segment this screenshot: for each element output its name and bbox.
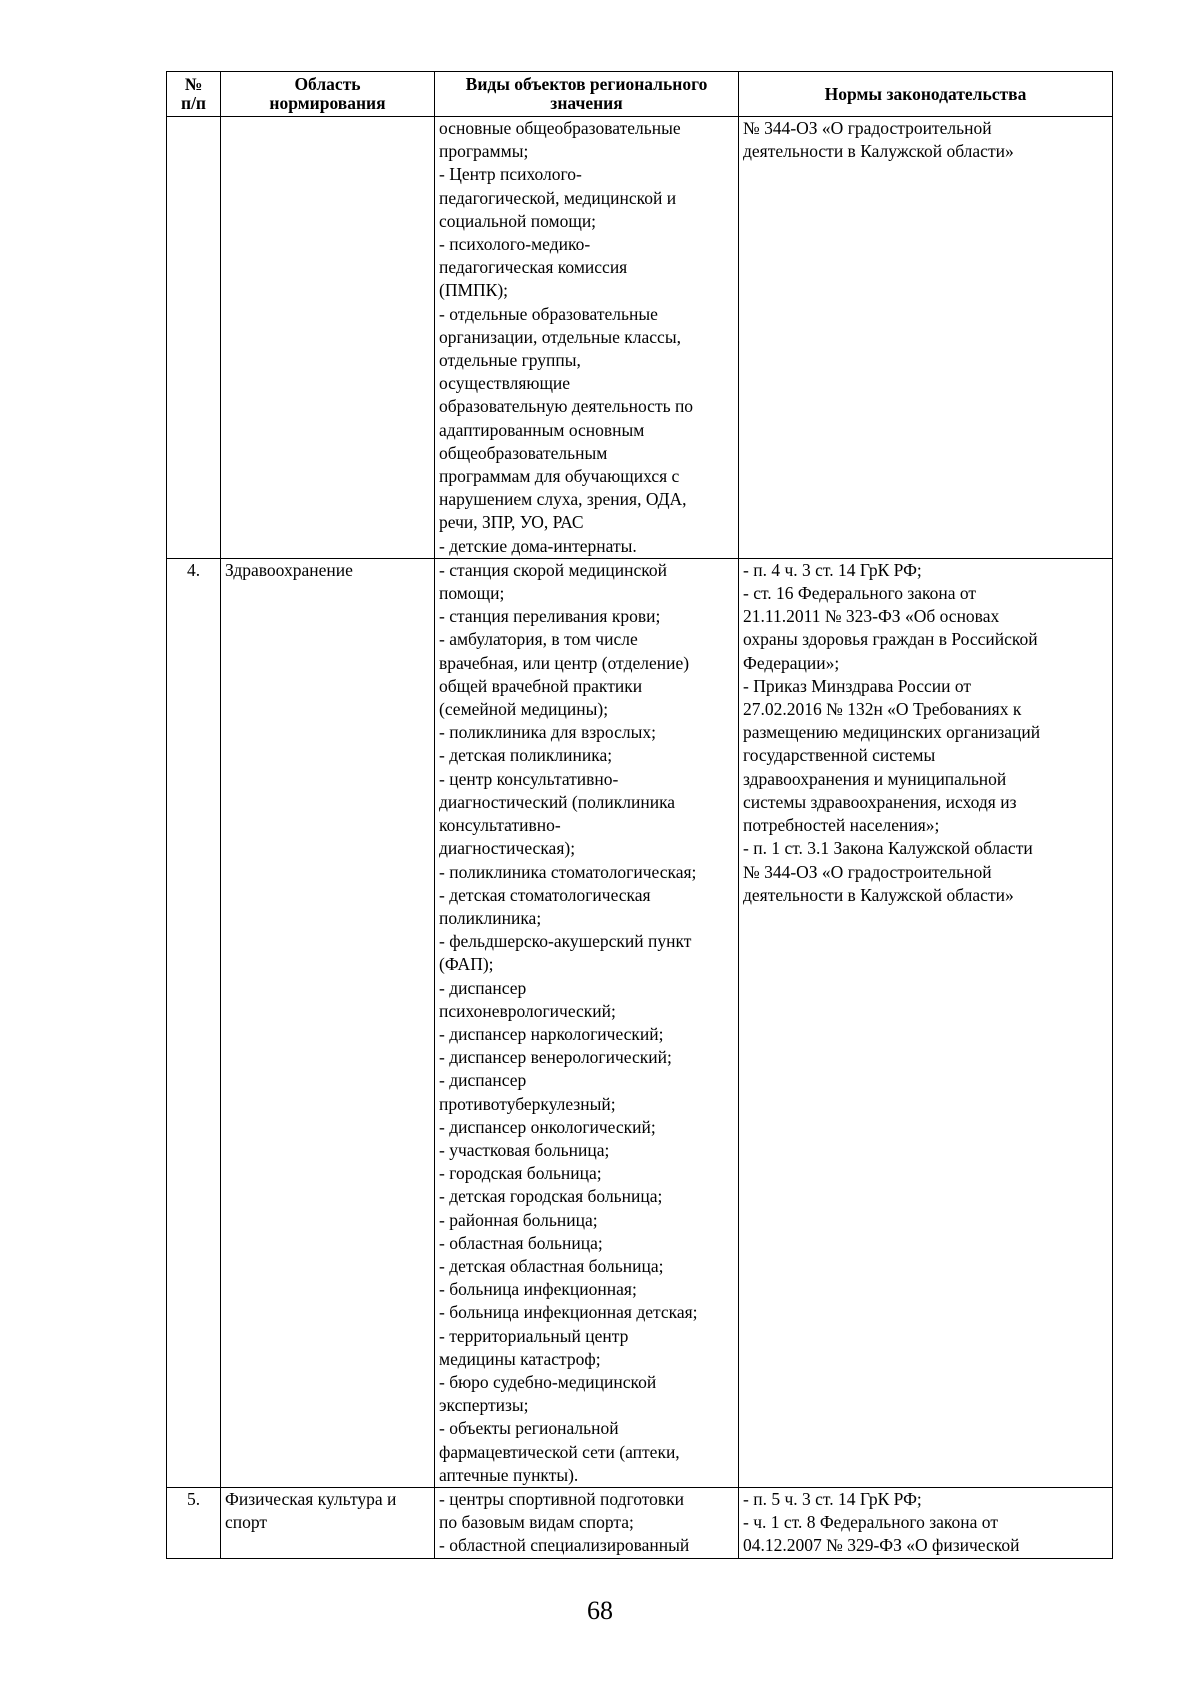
- text-line: деятельности в Калужской области»: [743, 141, 1014, 162]
- text-line: - отдельные образовательные: [439, 303, 658, 324]
- text-line: (семейной медицины);: [439, 699, 609, 720]
- text-line: - диспансер наркологический;: [439, 1023, 664, 1044]
- text-line: - диспансер онкологический;: [439, 1116, 656, 1137]
- text-line: педагогической, медицинской и: [439, 187, 677, 208]
- text-line: осуществляющие: [439, 373, 571, 394]
- text-line: общеобразовательным: [439, 442, 608, 463]
- table-header-row: [167, 72, 1113, 117]
- text-line: - районная больница;: [439, 1209, 598, 1230]
- text-line: №: [184, 74, 203, 94]
- row-number: 4.: [167, 558, 221, 1487]
- text-line: - п. 4 ч. 3 ст. 14 ГрК РФ;: [743, 559, 922, 580]
- text-line: - детская поликлиника;: [439, 745, 613, 766]
- text-line: поликлиника;: [439, 907, 542, 928]
- text-line: - поликлиника стоматологическая;: [439, 861, 697, 882]
- text-line: врачебная, или центр (отделение): [439, 652, 690, 673]
- text-line: (ПМПК);: [439, 280, 509, 301]
- text-line: - областная больница;: [439, 1232, 603, 1253]
- text-line: - больница инфекционная детская;: [439, 1302, 698, 1323]
- text-line: нарушением слуха, зрения, ОДА,: [439, 489, 687, 510]
- header-laws: [739, 72, 1113, 117]
- text-line: - детская областная больница;: [439, 1255, 664, 1276]
- text-line: - ст. 16 Федерального закона от: [743, 583, 977, 604]
- text-line: - поликлиника для взрослых;: [439, 722, 656, 743]
- text-line: Федерации»;: [743, 652, 840, 673]
- row-number: [167, 117, 221, 559]
- row-laws: [739, 117, 1113, 559]
- text-line: - Приказ Минздрава России от: [743, 675, 972, 696]
- text-line: - п. 5 ч. 3 ст. 14 ГрК РФ;: [743, 1488, 922, 1509]
- row-area: [221, 117, 435, 559]
- text-line: деятельности в Калужской области»: [743, 884, 1014, 905]
- regulation-table: [166, 71, 1113, 1559]
- text-line: экспертизы;: [439, 1395, 529, 1416]
- text-line: социальной помощи;: [439, 210, 597, 231]
- text-line: - Центр психолого-: [439, 164, 582, 185]
- text-line: организации, отдельные классы,: [439, 326, 681, 347]
- text-line: № 344-ОЗ «О градостроительной: [743, 118, 992, 138]
- text-line: спорт: [225, 1512, 268, 1533]
- text-line: - центры спортивной подготовки: [439, 1488, 685, 1509]
- text-line: потребностей населения»;: [743, 815, 940, 836]
- text-line: адаптированным основным: [439, 419, 645, 440]
- row-objects: [435, 558, 739, 1487]
- text-line: диагностическая);: [439, 838, 576, 859]
- text-line: № 344-ОЗ «О градостроительной: [743, 861, 992, 882]
- text-line: - станция скорой медицинской: [439, 559, 667, 580]
- text-line: - диспансер: [439, 1070, 527, 1091]
- text-line: - п. 1 ст. 3.1 Закона Калужской области: [743, 838, 1033, 859]
- text-line: 04.12.2007 № 329-ФЗ «О физической: [743, 1535, 1020, 1556]
- text-line: - ч. 1 ст. 8 Федерального закона от: [743, 1512, 998, 1533]
- text-line: (ФАП);: [439, 954, 494, 975]
- text-line: медицины катастроф;: [439, 1348, 601, 1369]
- header-area: [221, 72, 435, 117]
- text-line: помощи;: [439, 583, 505, 604]
- text-line: - диспансер: [439, 977, 527, 998]
- text-line: - диспансер венерологический;: [439, 1047, 672, 1068]
- table-row: [167, 1487, 1113, 1558]
- text-line: - участковая больница;: [439, 1139, 610, 1160]
- text-line: 27.02.2016 № 132н «О Требованиях к: [743, 699, 1022, 720]
- text-line: - объекты региональной: [439, 1418, 619, 1439]
- row-area: [221, 558, 435, 1487]
- text-line: нормирования: [269, 93, 386, 113]
- text-line: - станция переливания крови;: [439, 606, 661, 627]
- text-line: - городская больница;: [439, 1163, 602, 1184]
- row-laws: [739, 558, 1113, 1487]
- text-line: образовательную деятельность по: [439, 396, 694, 417]
- text-line: значения: [550, 93, 623, 113]
- text-line: программы;: [439, 141, 529, 162]
- row-laws: [739, 1487, 1113, 1558]
- text-line: педагогическая комиссия: [439, 257, 628, 278]
- text-line: Физическая культура и: [225, 1488, 397, 1509]
- text-line: Область: [294, 74, 361, 94]
- table-row: [167, 558, 1113, 1487]
- text-line: размещению медицинских организаций: [743, 722, 1041, 743]
- text-line: аптечные пункты).: [439, 1464, 579, 1485]
- table-row: [167, 117, 1113, 559]
- row-area: [221, 1487, 435, 1558]
- text-line: - больница инфекционная;: [439, 1279, 637, 1300]
- text-line: диагностический (поликлиника: [439, 791, 676, 812]
- text-line: противотуберкулезный;: [439, 1093, 616, 1114]
- text-line: психоневрологический;: [439, 1000, 616, 1021]
- text-line: системы здравоохранения, исходя из: [743, 791, 1017, 812]
- text-line: речи, ЗПР, УО, РАС: [439, 512, 584, 533]
- text-line: Нормы законодательства: [824, 83, 1027, 104]
- header-objects: [435, 72, 739, 117]
- text-line: - детская стоматологическая: [439, 884, 651, 905]
- text-line: - фельдшерско-акушерский пункт: [439, 931, 692, 952]
- row-objects: [435, 1487, 739, 1558]
- text-line: п/п: [180, 93, 207, 113]
- text-line: программам для обучающихся с: [439, 466, 680, 487]
- text-line: - бюро судебно-медицинской: [439, 1371, 657, 1392]
- text-line: фармацевтической сети (аптеки,: [439, 1441, 680, 1462]
- header-num: [167, 72, 221, 117]
- text-line: - территориальный центр: [439, 1325, 629, 1346]
- text-line: - областной специализированный: [439, 1535, 690, 1556]
- text-line: Здравоохранение: [225, 559, 353, 580]
- text-line: государственной системы: [743, 745, 936, 766]
- text-line: - центр консультативно-: [439, 768, 619, 789]
- row-objects: [435, 117, 739, 559]
- text-line: здравоохранения и муниципальной: [743, 768, 1007, 789]
- text-line: - детская городская больница;: [439, 1186, 663, 1207]
- text-line: - психолого-медико-: [439, 234, 591, 255]
- text-line: отдельные группы,: [439, 350, 581, 371]
- row-number: 5.: [167, 1487, 221, 1558]
- text-line: - детские дома-интернаты.: [439, 535, 637, 556]
- text-line: охраны здоровья граждан в Российской: [743, 629, 1038, 650]
- text-line: консультативно-: [439, 815, 561, 836]
- text-line: - амбулатория, в том числе: [439, 629, 638, 650]
- text-line: по базовым видам спорта;: [439, 1512, 634, 1533]
- text-line: 21.11.2011 № 323-ФЗ «Об основах: [743, 606, 1000, 627]
- text-line: основные общеобразовательные: [439, 118, 681, 138]
- text-line: общей врачебной практики: [439, 675, 643, 696]
- page-number: 68: [587, 1596, 613, 1625]
- text-line: Виды объектов регионального: [465, 74, 708, 94]
